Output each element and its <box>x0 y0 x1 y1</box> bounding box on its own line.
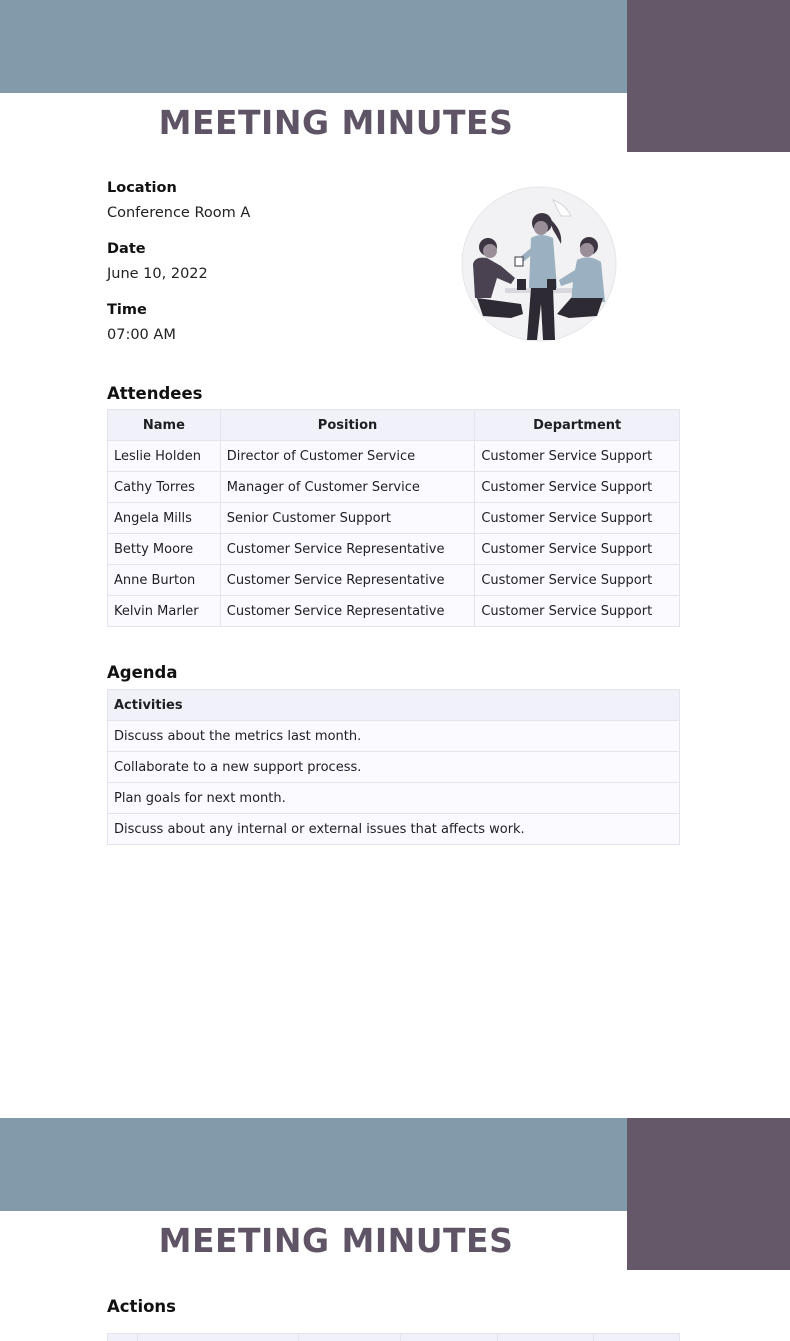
column-header-position: Position <box>220 410 475 441</box>
table-row <box>108 565 680 596</box>
actions-heading: Actions <box>107 1297 176 1316</box>
attendee-department: Customer Service Support <box>475 441 680 472</box>
attendee-department: Customer Service Support <box>475 596 680 627</box>
table-row <box>108 503 680 534</box>
table-row <box>108 596 680 627</box>
actions-header-row <box>108 1334 680 1341</box>
header-band-blue <box>0 0 627 93</box>
location-label: Location <box>107 180 177 196</box>
actions-column <box>498 1334 594 1341</box>
table-row <box>108 814 680 845</box>
table-row <box>108 783 680 814</box>
attendee-position: Manager of Customer Service <box>220 472 475 503</box>
attendees-table <box>107 409 680 627</box>
agenda-item: Discuss about any internal or external issues that affects work. <box>108 814 680 845</box>
column-header-department: Department <box>475 410 680 441</box>
attendee-position: Senior Customer Support <box>220 503 475 534</box>
attendee-position: Customer Service Representative <box>220 596 475 627</box>
page-title: MEETING MINUTES <box>158 103 514 142</box>
agenda-item: Collaborate to a new support process. <box>108 752 680 783</box>
agenda-heading: Agenda <box>107 663 178 682</box>
header-band-blue <box>0 1118 627 1211</box>
actions-column <box>298 1334 401 1341</box>
attendee-name: Leslie Holden <box>108 441 221 472</box>
meeting-people-icon <box>461 186 617 342</box>
attendee-name: Kelvin Marler <box>108 596 221 627</box>
actions-column <box>137 1334 298 1341</box>
column-header-activities: Activities <box>108 690 680 721</box>
actions-table <box>107 1333 680 1341</box>
table-row <box>108 472 680 503</box>
attendee-name: Cathy Torres <box>108 472 221 503</box>
attendees-header-row <box>108 410 680 441</box>
attendee-department: Customer Service Support <box>475 503 680 534</box>
attendee-department: Customer Service Support <box>475 565 680 596</box>
agenda-item: Plan goals for next month. <box>108 783 680 814</box>
attendee-position: Customer Service Representative <box>220 534 475 565</box>
time-field <box>107 300 176 345</box>
attendee-department: Customer Service Support <box>475 472 680 503</box>
attendee-name: Angela Mills <box>108 503 221 534</box>
table-row <box>108 752 680 783</box>
time-label: Time <box>107 302 147 318</box>
attendee-position: Customer Service Representative <box>220 565 475 596</box>
attendee-position: Director of Customer Service <box>220 441 475 472</box>
actions-column <box>594 1334 680 1341</box>
attendee-department: Customer Service Support <box>475 534 680 565</box>
date-label: Date <box>107 241 146 257</box>
location-value: Conference Room A <box>107 205 251 221</box>
date-field <box>107 239 208 284</box>
attendee-name: Betty Moore <box>108 534 221 565</box>
agenda-table <box>107 689 680 845</box>
page-2 <box>0 1118 790 1341</box>
location-field <box>107 178 250 223</box>
table-row <box>108 441 680 472</box>
attendees-heading: Attendees <box>107 384 203 403</box>
actions-column <box>401 1334 498 1341</box>
attendee-name: Anne Burton <box>108 565 221 596</box>
agenda-item: Discuss about the metrics last month. <box>108 721 680 752</box>
page-title: MEETING MINUTES <box>158 1221 514 1260</box>
actions-column <box>108 1334 138 1341</box>
date-value: June 10, 2022 <box>107 266 208 282</box>
time-value: 07:00 AM <box>107 327 176 343</box>
agenda-header-row <box>108 690 680 721</box>
table-row <box>108 534 680 565</box>
table-row <box>108 721 680 752</box>
column-header-name: Name <box>108 410 221 441</box>
